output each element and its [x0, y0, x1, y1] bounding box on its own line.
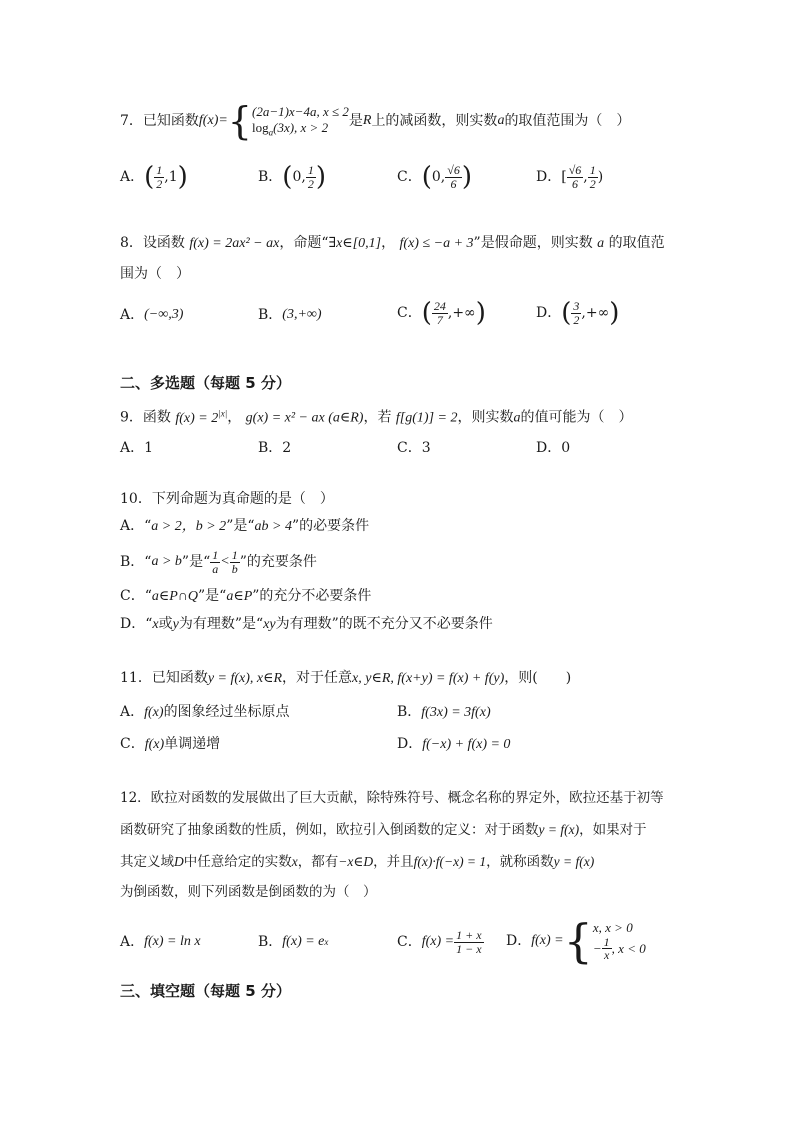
q7-option-c-num: √6 [447, 162, 460, 177]
q10-b-m1: a > b [151, 554, 182, 569]
q11-text-b: ，对于任意 [282, 670, 353, 686]
q7-option-d-den2: 2 [589, 176, 596, 191]
q12-line2-m: y = f(x) [538, 822, 580, 837]
q8-option-d-rest: ,+∞ [581, 305, 610, 321]
q8-option-c-rest: ,+∞ [447, 305, 476, 321]
q9-number: 9． [120, 409, 143, 426]
q8-option-a-value: (−∞,3) [144, 307, 184, 322]
q12-c-frac [454, 929, 483, 955]
q12-d-brace: { [563, 914, 593, 968]
q7-option-b-den: 2 [307, 176, 314, 191]
q10-b-pre: B．“ [120, 554, 152, 570]
q11-b-label: B． [397, 704, 422, 720]
q8-option-d-rparen: ) [609, 298, 620, 328]
q12-d-piece2-den: x [604, 948, 610, 963]
q11-a-t: 的图象经过坐标原点 [163, 704, 290, 720]
q7-stem [120, 99, 631, 143]
q12-line3-x: x [291, 854, 298, 869]
q7-number: 7． [120, 113, 143, 129]
q10-c-m1: a∈P∩Q [151, 589, 199, 604]
q7-option-b-rparen: ) [315, 162, 326, 192]
q12-line2 [120, 823, 647, 838]
q10-b-mid: ”是“ [181, 554, 211, 570]
q8-option-c [397, 296, 486, 330]
q7-brace: { [227, 99, 252, 143]
q7-option-c-lparen: ( [421, 162, 432, 192]
q8-text-a: 设函数 [142, 235, 185, 251]
q10-c-m2: a∈P [226, 589, 253, 604]
q12-b-label: B． [258, 934, 283, 950]
q11-c-m: f(x) [144, 737, 165, 752]
q12-line2-a: 函数研究了抽象函数的性质，例如，欧拉引入倒函数的定义：对于函数 [120, 822, 539, 838]
q11-option-c [120, 737, 220, 752]
q12-line3-d: ，并且 [373, 854, 414, 870]
q12-option-b [258, 928, 328, 956]
q7-a: a [497, 113, 505, 128]
q8-option-c-lparen: ( [421, 298, 432, 328]
q12-line4: 为倒函数，则下列函数是倒函数的为（ ） [120, 884, 377, 900]
q10-d-pre: D．“ [120, 616, 153, 632]
q12-option-a [120, 928, 201, 956]
q8-option-d-lparen: ( [561, 298, 572, 328]
q9-f-base: f(x) = 2 [175, 410, 219, 426]
q12-line3 [120, 855, 594, 870]
q7-option-d [536, 160, 603, 194]
q10-d-t2: 为有理数”是“ [178, 616, 264, 632]
q10-b-num2: 1 [231, 547, 238, 562]
q9-option-b: B．2 [258, 440, 292, 456]
q11-a-label: A． [120, 704, 145, 720]
q10-d-post: 为有理数”的既不充分又不必要条件 [275, 616, 493, 632]
q9-text-e: 的值可能为（ ） [520, 409, 633, 426]
q12-d-m: f(x) = [531, 933, 564, 948]
q7-text-a: 已知函数 [142, 113, 199, 129]
q7-piece1: (2a−1)x−4a, x ≤ 2 [251, 104, 349, 120]
q7-option-c-den: 6 [450, 176, 457, 191]
q12-c-den: 1 − x [456, 941, 482, 956]
q9-stem [120, 409, 632, 426]
q10-option-c [120, 589, 371, 604]
q8-exists: ∃x∈[0,1] [328, 236, 382, 251]
q12-line3-D: D [174, 854, 184, 869]
q7-option-d-frac1 [567, 164, 584, 190]
q7-option-c-pre: 0, [431, 169, 446, 185]
q8-option-c-rparen: ) [475, 298, 486, 328]
q7-fx: f(x)= [198, 113, 228, 128]
q10-b-post: ”的充要条件 [239, 554, 317, 570]
q8-text-c: ， [381, 235, 396, 251]
q7-piecewise [252, 104, 349, 138]
q7-option-a-label: A． [120, 169, 145, 185]
q11-a-m: f(x) [144, 705, 164, 720]
q7-option-d-pre: [ [561, 169, 567, 185]
q7-option-b-label: B． [258, 169, 283, 185]
q11-fx: y = f(x), x∈R [207, 671, 283, 686]
q12-d-piece2 [593, 936, 646, 962]
q12-d-piece2-frac [602, 936, 612, 962]
q8-option-d-num: 3 [573, 298, 580, 313]
q7-option-a [120, 160, 188, 194]
q7-option-d-den1: 6 [572, 176, 578, 191]
q10-c-post: ”的充分不必要条件 [252, 588, 372, 604]
q10-d-t1: 或 [158, 616, 173, 632]
q8-option-d-frac [571, 300, 581, 326]
q12-c-label: C． [397, 934, 422, 950]
q7-option-d-label: D． [536, 169, 562, 185]
q11-text-c: ，则( ) [504, 670, 572, 686]
q12-d-piecewise [593, 920, 646, 962]
q7-option-a-rparen: ) [177, 162, 188, 192]
q7-piece2-base: a [268, 127, 274, 138]
q7-text-d: 的取值范围为（ ） [504, 113, 631, 129]
q7-option-c [397, 160, 472, 194]
q10-option-a [120, 519, 369, 534]
q8-option-c-label: C． [397, 305, 422, 321]
q12-line3-m3: y = f(x) [553, 854, 595, 869]
q7-option-a-num: 1 [156, 162, 163, 177]
q8-number: 8． [120, 235, 143, 251]
q8-text-d: ”是假命题，则实数 [473, 235, 593, 251]
q12-line2-b: ，如果对于 [579, 822, 647, 838]
q12-c-m: f(x) = [421, 934, 455, 949]
q8-option-d-den: 2 [573, 312, 580, 327]
q9-a: a [513, 410, 521, 426]
q7-option-c-frac [445, 164, 462, 190]
q12-a-label: A． [120, 934, 145, 950]
q7-option-c-rparen: ) [461, 162, 472, 192]
q7-option-b-num: 1 [307, 162, 314, 177]
q7-option-a-rest: ,1 [164, 169, 178, 185]
q8-fx: f(x) = 2ax² − ax [189, 236, 280, 251]
q8-a: a [597, 236, 605, 251]
q12-b-m: f(x) = e [282, 934, 325, 949]
q7-option-a-frac [154, 164, 164, 190]
q12-line1: 12．欧拉对函数的发展做出了巨大贡献，除特殊符号、概念名称的界定外，欧拉还基于初等 [120, 790, 664, 806]
q7-option-d-num1: √6 [568, 162, 582, 177]
q12-option-c [397, 926, 484, 958]
q8-option-b-label: B． [258, 307, 283, 323]
q10-b-den1: a [212, 561, 219, 576]
q10-a-m2: ab > 4 [254, 519, 292, 534]
q11-c-label: C． [120, 736, 145, 752]
q7-option-b-pre: 0, [292, 169, 306, 185]
q12-option-d [506, 914, 646, 968]
q11-d-label: D． [397, 736, 423, 752]
q9-text-b: ， [227, 409, 242, 426]
q7-option-d-frac2 [588, 164, 598, 190]
q9-f-exp: |x| [218, 408, 228, 418]
q11-option-a [120, 705, 290, 720]
q12-d-piece2-num: 1 [603, 934, 610, 949]
q12-b-sup: x [324, 936, 329, 947]
section-heading-multiple-choice: 二、多选题（每题 5 分） [120, 374, 291, 392]
q7-option-d-comma: , [583, 169, 588, 185]
q12-d-piece1: x, x > 0 [592, 920, 633, 936]
q8-option-a-label: A． [120, 307, 145, 323]
q10-d-xy: xy [263, 617, 276, 632]
q10-c-pre: C．“ [120, 588, 152, 604]
q8-option-c-frac [432, 300, 448, 326]
q7-text-c: 上的减函数，则实数 [371, 113, 498, 129]
q12-a-m: f(x) = ln x [144, 934, 201, 949]
q7-piece2-log: log [251, 119, 269, 135]
q10-b-frac2 [230, 549, 240, 575]
q8-option-d-label: D． [536, 305, 562, 321]
q7-option-d-rparen: ) [597, 169, 604, 185]
q7-piece2 [252, 120, 349, 138]
q9-cond: f[g(1)] = 2 [395, 410, 458, 426]
q8-text-b: ，命题“ [279, 235, 329, 251]
q10-b-den2: b [231, 561, 238, 576]
q12-line3-m1: −x∈D [338, 854, 374, 869]
q9-option-a: A．1 [120, 440, 154, 456]
q12-line3-m2: f(x)·f(−x) = 1 [413, 854, 487, 869]
q10-a-mid: ”是“ [226, 518, 255, 534]
q7-piece2-rest: (3x), x > 2 [273, 119, 329, 135]
q10-a-post: ”的必要条件 [291, 518, 370, 534]
q7-option-b [258, 160, 326, 194]
q12-c-num: 1 + x [456, 927, 482, 942]
q7-option-d-num2: 1 [589, 162, 596, 177]
q10-b-lt: < [220, 554, 230, 569]
q10-b-frac1 [210, 549, 220, 575]
q11-d-m: f(−x) + f(x) = 0 [422, 737, 511, 752]
q9-f [175, 408, 228, 426]
q8-option-d [536, 296, 619, 330]
q12-d-piece2-minus: − [592, 941, 602, 956]
q9-option-c: C．3 [397, 440, 431, 456]
q11-number: 11． [120, 670, 152, 686]
q11-cond: x, y∈R, f(x+y) = f(x) + f(y) [352, 671, 505, 686]
q8-ineq: f(x) ≤ −a + 3 [399, 236, 474, 251]
q10-d-y: y [172, 617, 179, 632]
q10-a-m1: a > 2，b > 2 [151, 519, 227, 534]
q10-b-num1: 1 [212, 547, 219, 562]
section-heading-fill-in: 三、填空题（每题 5 分） [120, 982, 291, 1000]
q9-text-c: ，若 [363, 409, 392, 426]
q12-d-piece2-rest: , x < 0 [611, 941, 646, 956]
q10-stem: 10．下列命题为真命题的是（ ） [120, 491, 334, 507]
q12-line3-a: 其定义域 [120, 854, 174, 870]
q8-option-a [120, 300, 183, 330]
q8-text-e: 的取值范 [608, 235, 665, 251]
q10-option-b [120, 547, 317, 577]
q11-c-t: 单调递增 [164, 736, 221, 752]
q9-g: g(x) = x² − ax (a∈R) [245, 410, 364, 426]
q10-option-d [120, 617, 493, 632]
q12-d-label: D． [506, 933, 532, 949]
q11-text-a: 已知函数 [151, 670, 208, 686]
q7-option-c-label: C． [397, 169, 422, 185]
q10-c-mid: ”是“ [198, 588, 227, 604]
q10-d-x: x [152, 617, 159, 632]
q9-text-d: ，则实数 [457, 409, 514, 426]
q7-option-a-lparen: ( [144, 162, 155, 192]
q10-a-pre: A．“ [120, 518, 152, 534]
q8-option-c-num: 24 [433, 298, 446, 313]
q7-option-b-frac [306, 164, 316, 190]
q11-option-d [397, 737, 510, 752]
q9-option-d: D．0 [536, 440, 571, 456]
q8-stem-line2: 围为（ ） [120, 266, 190, 282]
q11-stem [120, 671, 571, 686]
q8-option-c-den: 7 [436, 312, 443, 327]
q11-option-b [397, 705, 491, 720]
q12-line3-b: 中任意给定的实数 [183, 854, 292, 870]
q11-b-m: f(3x) = 3f(x) [421, 705, 491, 720]
q7-text-b: 是 [348, 113, 363, 129]
q8-option-b [258, 300, 322, 330]
q8-option-b-value: (3,+∞) [282, 307, 322, 322]
q7-option-b-lparen: ( [282, 162, 293, 192]
q12-line3-c: ，都有 [297, 854, 339, 870]
q7-option-a-den: 2 [156, 176, 163, 191]
q12-line3-e: ，就称函数 [486, 854, 554, 870]
q9-text-a: 函数 [142, 409, 171, 426]
q8-stem-line1 [120, 236, 665, 251]
q7-R: R [362, 113, 372, 128]
